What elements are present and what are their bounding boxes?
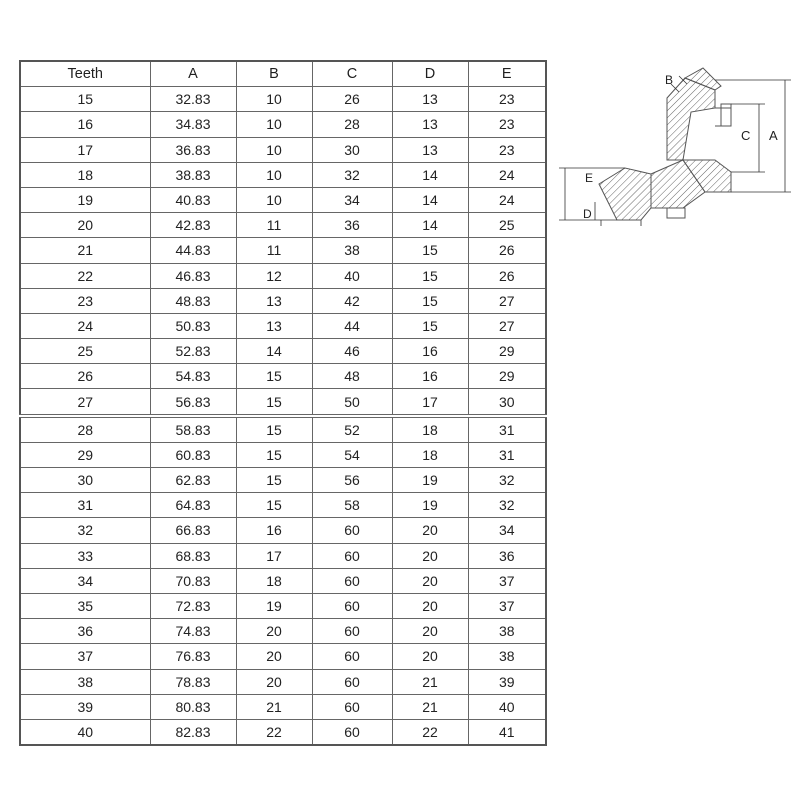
cell-a: 76.83 bbox=[150, 644, 236, 669]
cell-teeth: 31 bbox=[20, 493, 150, 518]
cell-b: 10 bbox=[236, 137, 312, 162]
cell-b: 15 bbox=[236, 416, 312, 443]
cell-d: 13 bbox=[392, 137, 468, 162]
cell-b: 15 bbox=[236, 442, 312, 467]
cell-b: 15 bbox=[236, 364, 312, 389]
cell-e: 32 bbox=[468, 468, 546, 493]
cell-d: 13 bbox=[392, 87, 468, 112]
cell-a: 56.83 bbox=[150, 389, 236, 416]
cell-c: 60 bbox=[312, 619, 392, 644]
table-header-row bbox=[20, 61, 546, 87]
table-row bbox=[20, 442, 546, 467]
cell-c: 38 bbox=[312, 238, 392, 263]
cell-b: 10 bbox=[236, 87, 312, 112]
table-row bbox=[20, 213, 546, 238]
cell-d: 18 bbox=[392, 442, 468, 467]
cell-c: 36 bbox=[312, 213, 392, 238]
table-row bbox=[20, 518, 546, 543]
cell-b: 12 bbox=[236, 263, 312, 288]
cell-a: 52.83 bbox=[150, 339, 236, 364]
cell-teeth: 23 bbox=[20, 288, 150, 313]
cell-d: 19 bbox=[392, 468, 468, 493]
table-row bbox=[20, 593, 546, 618]
cell-b: 18 bbox=[236, 568, 312, 593]
cell-c: 34 bbox=[312, 187, 392, 212]
table-row bbox=[20, 313, 546, 338]
cell-d: 20 bbox=[392, 644, 468, 669]
cell-a: 46.83 bbox=[150, 263, 236, 288]
cell-e: 30 bbox=[468, 389, 546, 416]
cell-b: 21 bbox=[236, 694, 312, 719]
cell-b: 20 bbox=[236, 644, 312, 669]
cell-teeth: 18 bbox=[20, 162, 150, 187]
header-d: D bbox=[392, 61, 468, 87]
cell-d: 20 bbox=[392, 593, 468, 618]
cell-b: 20 bbox=[236, 669, 312, 694]
cell-d: 17 bbox=[392, 389, 468, 416]
cell-e: 26 bbox=[468, 263, 546, 288]
cell-a: 48.83 bbox=[150, 288, 236, 313]
cell-b: 20 bbox=[236, 619, 312, 644]
table-row bbox=[20, 719, 546, 745]
cell-a: 32.83 bbox=[150, 87, 236, 112]
cell-a: 44.83 bbox=[150, 238, 236, 263]
header-a: A bbox=[150, 61, 236, 87]
table-row bbox=[20, 669, 546, 694]
cell-c: 48 bbox=[312, 364, 392, 389]
cell-teeth: 34 bbox=[20, 568, 150, 593]
table-row bbox=[20, 694, 546, 719]
cell-c: 60 bbox=[312, 593, 392, 618]
table-row bbox=[20, 288, 546, 313]
cell-d: 20 bbox=[392, 518, 468, 543]
cell-a: 38.83 bbox=[150, 162, 236, 187]
cell-teeth: 27 bbox=[20, 389, 150, 416]
cell-teeth: 19 bbox=[20, 187, 150, 212]
table-row bbox=[20, 263, 546, 288]
cell-b: 15 bbox=[236, 468, 312, 493]
cell-e: 31 bbox=[468, 416, 546, 443]
cell-c: 60 bbox=[312, 644, 392, 669]
cell-d: 21 bbox=[392, 694, 468, 719]
cell-e: 37 bbox=[468, 593, 546, 618]
cell-c: 60 bbox=[312, 669, 392, 694]
cell-teeth: 36 bbox=[20, 619, 150, 644]
label-d: D bbox=[583, 207, 592, 221]
header-e: E bbox=[468, 61, 546, 87]
cell-e: 36 bbox=[468, 543, 546, 568]
cell-b: 13 bbox=[236, 313, 312, 338]
cell-e: 27 bbox=[468, 288, 546, 313]
cell-d: 20 bbox=[392, 568, 468, 593]
bevel-gear-diagram bbox=[555, 60, 795, 235]
cell-e: 27 bbox=[468, 313, 546, 338]
cell-e: 34 bbox=[468, 518, 546, 543]
cell-teeth: 35 bbox=[20, 593, 150, 618]
cell-teeth: 39 bbox=[20, 694, 150, 719]
cell-b: 15 bbox=[236, 389, 312, 416]
cell-c: 50 bbox=[312, 389, 392, 416]
cell-c: 44 bbox=[312, 313, 392, 338]
cell-teeth: 33 bbox=[20, 543, 150, 568]
cell-b: 10 bbox=[236, 112, 312, 137]
table-row bbox=[20, 389, 546, 416]
cell-d: 19 bbox=[392, 493, 468, 518]
cell-teeth: 29 bbox=[20, 442, 150, 467]
cell-teeth: 15 bbox=[20, 87, 150, 112]
cell-d: 20 bbox=[392, 543, 468, 568]
cell-teeth: 38 bbox=[20, 669, 150, 694]
cell-e: 25 bbox=[468, 213, 546, 238]
gear-dimension-table bbox=[19, 60, 547, 746]
table-row bbox=[20, 162, 546, 187]
cell-c: 56 bbox=[312, 468, 392, 493]
cell-e: 39 bbox=[468, 669, 546, 694]
cell-teeth: 20 bbox=[20, 213, 150, 238]
label-a: A bbox=[769, 128, 778, 143]
cell-b: 15 bbox=[236, 493, 312, 518]
cell-teeth: 21 bbox=[20, 238, 150, 263]
cell-c: 60 bbox=[312, 719, 392, 745]
table-row bbox=[20, 137, 546, 162]
cell-c: 58 bbox=[312, 493, 392, 518]
cell-e: 23 bbox=[468, 112, 546, 137]
cell-c: 52 bbox=[312, 416, 392, 443]
cell-d: 22 bbox=[392, 719, 468, 745]
cell-teeth: 28 bbox=[20, 416, 150, 443]
cell-a: 40.83 bbox=[150, 187, 236, 212]
cell-a: 36.83 bbox=[150, 137, 236, 162]
cell-a: 54.83 bbox=[150, 364, 236, 389]
cell-b: 11 bbox=[236, 213, 312, 238]
cell-c: 60 bbox=[312, 694, 392, 719]
table-body bbox=[20, 87, 546, 745]
cell-b: 10 bbox=[236, 162, 312, 187]
header-b: B bbox=[236, 61, 312, 87]
cell-b: 13 bbox=[236, 288, 312, 313]
cell-b: 14 bbox=[236, 339, 312, 364]
table-row bbox=[20, 543, 546, 568]
cell-a: 82.83 bbox=[150, 719, 236, 745]
cell-d: 14 bbox=[392, 187, 468, 212]
cell-c: 54 bbox=[312, 442, 392, 467]
cell-d: 15 bbox=[392, 263, 468, 288]
cell-teeth: 24 bbox=[20, 313, 150, 338]
cell-e: 32 bbox=[468, 493, 546, 518]
cell-e: 37 bbox=[468, 568, 546, 593]
cell-teeth: 26 bbox=[20, 364, 150, 389]
table-row bbox=[20, 568, 546, 593]
cell-c: 32 bbox=[312, 162, 392, 187]
cell-e: 38 bbox=[468, 619, 546, 644]
cell-b: 16 bbox=[236, 518, 312, 543]
cell-d: 16 bbox=[392, 339, 468, 364]
cell-a: 80.83 bbox=[150, 694, 236, 719]
cell-a: 72.83 bbox=[150, 593, 236, 618]
cell-e: 31 bbox=[468, 442, 546, 467]
cell-d: 15 bbox=[392, 313, 468, 338]
cell-c: 46 bbox=[312, 339, 392, 364]
cell-e: 29 bbox=[468, 364, 546, 389]
cell-c: 60 bbox=[312, 543, 392, 568]
cell-e: 23 bbox=[468, 137, 546, 162]
table-row bbox=[20, 87, 546, 112]
cell-a: 58.83 bbox=[150, 416, 236, 443]
cell-c: 26 bbox=[312, 87, 392, 112]
cell-e: 23 bbox=[468, 87, 546, 112]
cell-teeth: 40 bbox=[20, 719, 150, 745]
cell-teeth: 22 bbox=[20, 263, 150, 288]
cell-b: 10 bbox=[236, 187, 312, 212]
cell-d: 16 bbox=[392, 364, 468, 389]
cell-e: 41 bbox=[468, 719, 546, 745]
label-c: C bbox=[741, 128, 751, 143]
cell-c: 60 bbox=[312, 568, 392, 593]
cell-d: 15 bbox=[392, 288, 468, 313]
table-row bbox=[20, 468, 546, 493]
cell-e: 38 bbox=[468, 644, 546, 669]
table-row bbox=[20, 416, 546, 443]
cell-a: 34.83 bbox=[150, 112, 236, 137]
cell-teeth: 32 bbox=[20, 518, 150, 543]
cell-d: 14 bbox=[392, 162, 468, 187]
table-row bbox=[20, 644, 546, 669]
cell-teeth: 17 bbox=[20, 137, 150, 162]
cell-teeth: 30 bbox=[20, 468, 150, 493]
cell-a: 50.83 bbox=[150, 313, 236, 338]
cell-e: 29 bbox=[468, 339, 546, 364]
cell-a: 62.83 bbox=[150, 468, 236, 493]
table-row bbox=[20, 619, 546, 644]
cell-teeth: 16 bbox=[20, 112, 150, 137]
cell-a: 78.83 bbox=[150, 669, 236, 694]
cell-c: 40 bbox=[312, 263, 392, 288]
cell-a: 68.83 bbox=[150, 543, 236, 568]
cell-b: 19 bbox=[236, 593, 312, 618]
cell-a: 74.83 bbox=[150, 619, 236, 644]
cell-a: 60.83 bbox=[150, 442, 236, 467]
cell-a: 64.83 bbox=[150, 493, 236, 518]
cell-d: 20 bbox=[392, 619, 468, 644]
lower-gear-section bbox=[599, 160, 705, 226]
table-row bbox=[20, 339, 546, 364]
header-c: C bbox=[312, 61, 392, 87]
cell-b: 11 bbox=[236, 238, 312, 263]
cell-b: 22 bbox=[236, 719, 312, 745]
cell-teeth: 37 bbox=[20, 644, 150, 669]
cell-c: 60 bbox=[312, 518, 392, 543]
cell-c: 42 bbox=[312, 288, 392, 313]
table-row bbox=[20, 493, 546, 518]
cell-c: 28 bbox=[312, 112, 392, 137]
cell-d: 13 bbox=[392, 112, 468, 137]
label-b: B bbox=[665, 73, 674, 87]
cell-e: 40 bbox=[468, 694, 546, 719]
cell-e: 24 bbox=[468, 162, 546, 187]
cell-d: 18 bbox=[392, 416, 468, 443]
table-row bbox=[20, 187, 546, 212]
cell-a: 70.83 bbox=[150, 568, 236, 593]
table-row bbox=[20, 112, 546, 137]
cell-d: 21 bbox=[392, 669, 468, 694]
label-e: E bbox=[585, 171, 594, 185]
cell-b: 17 bbox=[236, 543, 312, 568]
cell-a: 66.83 bbox=[150, 518, 236, 543]
cell-d: 15 bbox=[392, 238, 468, 263]
cell-e: 26 bbox=[468, 238, 546, 263]
cell-a: 42.83 bbox=[150, 213, 236, 238]
cell-c: 30 bbox=[312, 137, 392, 162]
cell-e: 24 bbox=[468, 187, 546, 212]
cell-d: 14 bbox=[392, 213, 468, 238]
table-row bbox=[20, 238, 546, 263]
table-row bbox=[20, 364, 546, 389]
cell-teeth: 25 bbox=[20, 339, 150, 364]
header-teeth: Teeth bbox=[20, 61, 150, 87]
